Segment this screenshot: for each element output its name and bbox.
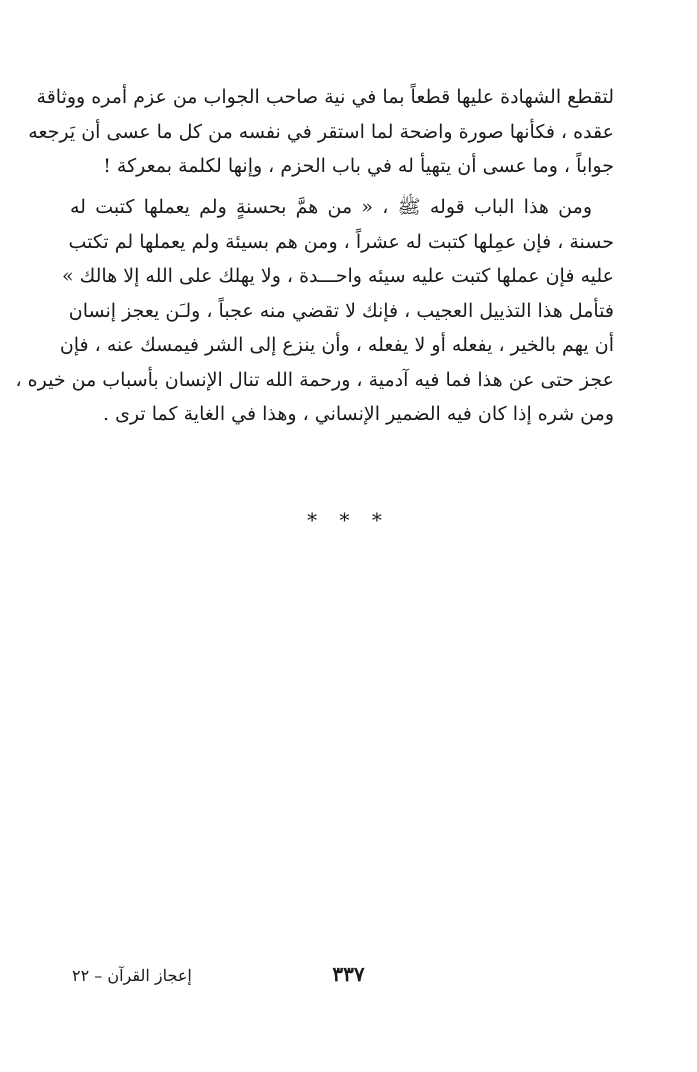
- running-title: إعجاز القرآن – ٢٢: [72, 966, 192, 985]
- paragraph-line: لتقطع الشهادة عليها قطعاً بما في نية صاحب الجواب من عزم أمره ووثاقة: [36, 86, 614, 108]
- page-footer: [0, 962, 697, 992]
- paragraph-line: فتأمل هذا التذييل العجيب ، فإنك لا تقضي منه عجباً ، ولـَن يعجز إنسان: [68, 299, 614, 322]
- paragraph-line: ومن هذا الباب قوله ﷺ ، « من همَّ بحسنةٍ ولم يعملها كتبت له: [70, 196, 592, 218]
- page-number: ٣٣٧: [332, 962, 365, 986]
- paragraph-line: ومن شره إذا كان فيه الضمير الإنساني ، وهذا في الغاية كما ترى .: [102, 403, 614, 425]
- paragraph-line: عليه فإن عملها كتبت عليه سيئه واحـــدة ، ولا يهلك على الله إلا هالك »: [61, 265, 614, 287]
- section-separator: * * *: [307, 508, 390, 532]
- paragraph-1: [28, 80, 614, 184]
- paragraph-line: عقده ، فكأنها صورة واضحة لما استقر في نفسه من كل ما عسى أن يَرجعه: [28, 120, 614, 143]
- paragraph-line: حسنة ، فإن عمِلها كتبت له عشراً ، ومن هم بسيئة ولم يعملها لم تكتب: [68, 230, 614, 253]
- paragraph-line: عجز حتى عن هذا فما فيه آدمية ، ورحمة الله تنال الإنسان بأسباب من خيره ،: [15, 368, 614, 391]
- paragraph-2: [15, 190, 614, 432]
- paragraph-line: أن يهم بالخير ، يفعله أو لا يفعله ، وأن ينزع إلى الشر فيمسك عنه ، فإن: [59, 334, 614, 356]
- paragraph-line: جواباً ، وما عسى أن يتهيأ له في باب الحزم ، وإنها لكلمة بمعركة !: [103, 155, 614, 177]
